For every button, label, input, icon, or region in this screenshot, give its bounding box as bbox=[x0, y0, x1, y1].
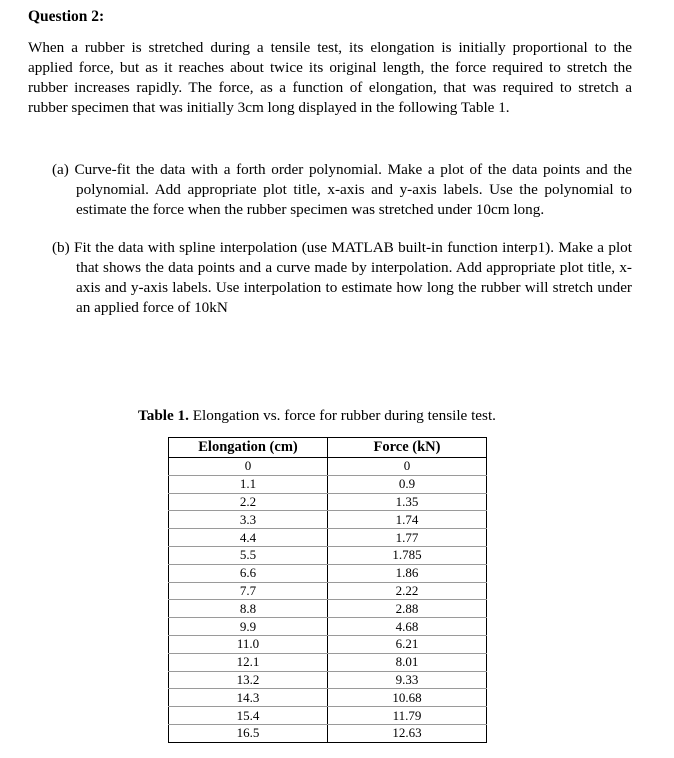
table-row bbox=[169, 600, 487, 618]
question-intro: When a rubber is stretched during a tensile test, its elongation is initially proportional to the applied force, but as it reaches about twice its original length, the force required to stretch the rubber increases rapidly. The force, as a function of elongation, that was required to stretch a rubber specimen that was initially 3cm long displayed in the following Table 1. bbox=[28, 39, 632, 116]
elongation-cell: 11.0 bbox=[169, 635, 328, 653]
force-cell: 1.35 bbox=[328, 493, 487, 511]
force-cell: 0.9 bbox=[328, 475, 487, 493]
elongation-cell: 3.3 bbox=[169, 511, 328, 529]
table-row bbox=[169, 724, 487, 742]
table-row bbox=[169, 635, 487, 653]
elongation-cell: 15.4 bbox=[169, 707, 328, 725]
part-a-text: (a) Curve-fit the data with a forth order polynomial. Make a plot of the data points and the polynomial. Add appropriate plot title, x-axis and y-axis labels. Use the polynomial to estimate the force when the rubber specimen was stretched under 10cm long. bbox=[52, 161, 632, 218]
table-row bbox=[169, 582, 487, 600]
force-cell: 11.79 bbox=[328, 707, 487, 725]
header-force: Force (kN) bbox=[328, 438, 487, 458]
elongation-cell: 4.4 bbox=[169, 529, 328, 547]
force-cell: 10.68 bbox=[328, 689, 487, 707]
elongation-cell: 1.1 bbox=[169, 475, 328, 493]
elongation-cell: 12.1 bbox=[169, 653, 328, 671]
force-cell: 1.86 bbox=[328, 564, 487, 582]
force-cell: 2.22 bbox=[328, 582, 487, 600]
table-row bbox=[169, 618, 487, 636]
elongation-cell: 8.8 bbox=[169, 600, 328, 618]
force-cell: 4.68 bbox=[328, 618, 487, 636]
table-header-row bbox=[169, 438, 487, 458]
force-cell: 1.74 bbox=[328, 511, 487, 529]
table-row bbox=[169, 511, 487, 529]
table-row bbox=[169, 671, 487, 689]
elongation-cell: 7.7 bbox=[169, 582, 328, 600]
elongation-cell: 13.2 bbox=[169, 671, 328, 689]
force-cell: 1.785 bbox=[328, 546, 487, 564]
force-cell: 0 bbox=[328, 458, 487, 476]
force-cell: 9.33 bbox=[328, 671, 487, 689]
header-elongation: Elongation (cm) bbox=[169, 438, 328, 458]
force-cell: 6.21 bbox=[328, 635, 487, 653]
table-row bbox=[169, 653, 487, 671]
elongation-cell: 5.5 bbox=[169, 546, 328, 564]
force-cell: 2.88 bbox=[328, 600, 487, 618]
table-caption bbox=[138, 407, 496, 425]
table-row bbox=[169, 458, 487, 476]
table-caption-text: Elongation vs. force for rubber during tensile test. bbox=[188, 407, 496, 424]
table-row bbox=[169, 689, 487, 707]
elongation-cell: 0 bbox=[169, 458, 328, 476]
part-b-text: (b) Fit the data with spline interpolation (use MATLAB built-in function interp1). Make a plot that shows the data points and a curve made by interpolation. Add appropriate plot title, x-axis and y-axis labels. Use interpolation to estimate how long the rubber will stretch under an applied force of 10kN bbox=[52, 239, 632, 316]
force-cell: 1.77 bbox=[328, 529, 487, 547]
elongation-cell: 9.9 bbox=[169, 618, 328, 636]
elongation-cell: 14.3 bbox=[169, 689, 328, 707]
table-row bbox=[169, 707, 487, 725]
table-row bbox=[169, 546, 487, 564]
force-cell: 8.01 bbox=[328, 653, 487, 671]
table-caption-label: Table 1. bbox=[138, 407, 189, 424]
table-row bbox=[169, 493, 487, 511]
table-row bbox=[169, 475, 487, 493]
elongation-cell: 16.5 bbox=[169, 724, 328, 742]
question-title: Question 2: bbox=[28, 8, 105, 25]
elongation-cell: 2.2 bbox=[169, 493, 328, 511]
table-row bbox=[169, 529, 487, 547]
elongation-cell: 6.6 bbox=[169, 564, 328, 582]
force-cell: 12.63 bbox=[392, 725, 422, 741]
data-table bbox=[168, 437, 487, 743]
table-row bbox=[169, 564, 487, 582]
